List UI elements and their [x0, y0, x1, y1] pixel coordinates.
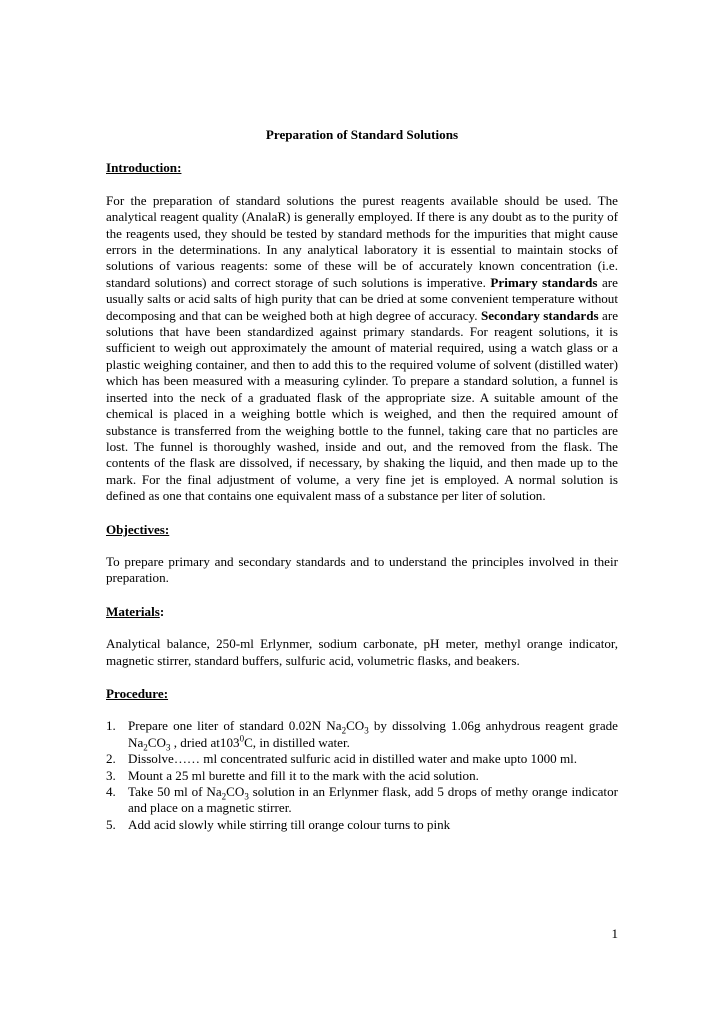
document-page [106, 127, 618, 833]
subscript: 2 [143, 742, 148, 753]
objectives-heading: Objectives: [106, 521, 170, 537]
step-text: CO [226, 784, 245, 799]
materials-heading [106, 604, 618, 620]
procedure-step-4 [106, 784, 618, 817]
procedure-heading: Procedure: [106, 685, 169, 701]
procedure-step-5 [106, 817, 618, 833]
materials-paragraph: Analytical balance, 250-ml Erlynmer, sodium carbonate, pH meter, methyl orange indicator, magnetic stirrer, standard buffers, sulfuric acid, volumetric flasks, and beakers. [106, 636, 618, 668]
step-text: Dissolve…… ml concentrated sulfuric acid in distilled water and make upto 1000 ml. [128, 751, 578, 767]
document-title: Preparation of Standard Solutions [265, 127, 459, 142]
secondary-standards-term: Secondary standards [480, 307, 599, 323]
procedure-step-2 [106, 751, 618, 767]
subscript: 2 [221, 791, 227, 802]
subscript: 3 [244, 791, 249, 802]
introduction-heading: Introduction: [106, 160, 182, 176]
procedure-step-1 [106, 718, 618, 751]
introduction-paragraph [106, 193, 618, 505]
step-text: by dissolving 1.06g anhydrous reagent grade Na [128, 718, 618, 750]
step-number: 1. [106, 718, 116, 734]
page-number: 1 [611, 926, 618, 941]
step-text: Mount a 25 ml burette and fill it to the mark with the acid solution. [128, 767, 479, 783]
primary-standards-term: Primary standards [490, 274, 598, 290]
step-text: Take 50 ml of Na [128, 784, 222, 799]
subscript: 3 [364, 725, 369, 736]
step-text: Add acid slowly while stirring till orange colour turns to pink [128, 816, 451, 832]
step-number: 3. [106, 767, 116, 783]
step-text: CO [147, 734, 166, 750]
step-number: 2. [106, 751, 116, 767]
subscript: 2 [341, 725, 347, 736]
intro-text-1: For the preparation of standard solutions the purest reagents available should be used. The analytical reagent quality (AnalaR) is generally employed. If there is any doubt as to the purity of the reagents used, they should be tested by standard methods for the impurities that might cause errors in the determinations. In any analytical laboratory it is essential to maintain stocks of solutions of various reagents: some of these will be of accurately known concentration (i.e. standard solutions) and correct storage of such solutions is imperative. [106, 192, 618, 290]
step-text: , dried at103 [170, 734, 240, 750]
superscript: 0 [239, 733, 245, 744]
step-text: Prepare one liter of standard 0.02N Na [128, 718, 342, 734]
materials-heading-colon: : [159, 603, 165, 619]
step-text: C, in distilled water. [244, 734, 350, 750]
materials-heading-label: Materials [106, 603, 160, 619]
step-number: 5. [106, 816, 116, 832]
procedure-step-3 [106, 768, 618, 784]
intro-text-2: are usually salts or acid salts of high purity that can be dried at some convenient temperature without decomposing and that can be weighed both at high degree of accuracy. [106, 274, 618, 323]
intro-text-3: are solutions that have been standardized against primary standards. For reagent solutions, it is sufficient to weigh out approximately the amount of material required, using a watch glass or a plastic weighing container, and then to add this to the required volume of solvent (distilled water) which has been measured with a measuring cylinder. To prepare a standard solution, a funnel is inserted into the neck of a graduated flask of the appropriate size. A suitable amount of the chemical is placed in a weighing bottle which is weighed, and then the required amount of substance is transferred from the weighing bottle to the funnel, taking care that no particles are lost. The funnel is thoroughly washed, inside and out, and the removed from the flask. The contents of the flask are dissolved, if necessary, by shaking the liquid, and then made up to the mark. For the final adjustment of volume, a very fine jet is employed. A normal solution is defined as one that contains one equivalent mass of a substance per liter of solution. [106, 307, 618, 504]
step-number: 4. [106, 784, 116, 799]
step-text: solution in an Erlynmer flask, add 5 drops of methy orange indicator and place on a magnetic stirrer. [128, 784, 618, 816]
step-text: CO [346, 718, 365, 734]
objectives-paragraph: To prepare primary and secondary standards and to understand the principles involved in their preparation. [106, 553, 618, 586]
procedure-steps [106, 718, 618, 833]
subscript: 3 [165, 742, 171, 753]
